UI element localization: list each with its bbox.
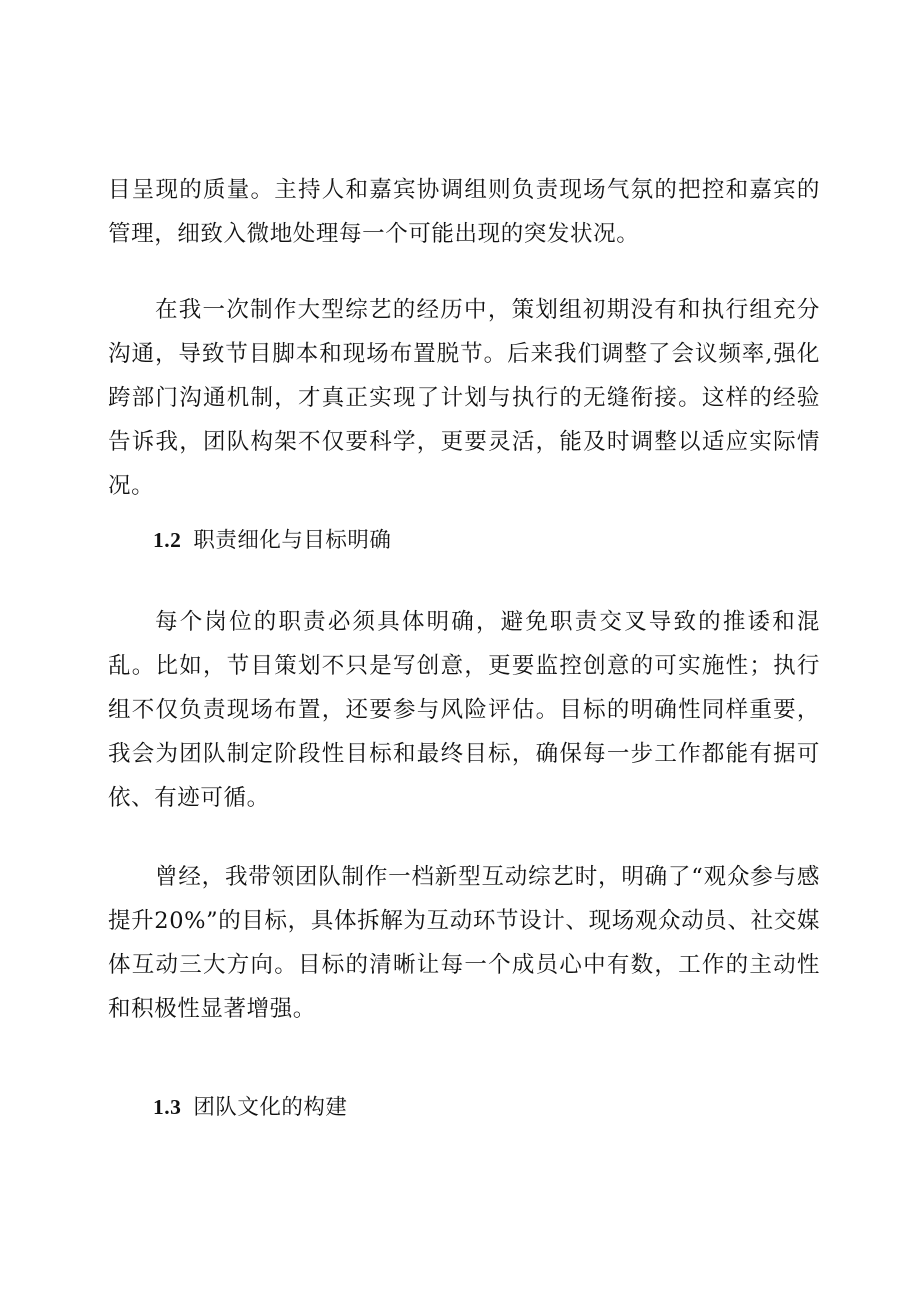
section-title: 职责细化与目标明确 [193, 528, 392, 553]
paragraph-interactive-show-goal: 曾经，我带领团队制作一档新型互动综艺时，明确了“观众参与感提升20%”的目标，具体拆解为互动环节设计、现场观众动员、社交媒体互动三大方向。目标的清晰让每一个成员心中有数，工作的主动性和积极性显著增强。 [108, 864, 820, 1022]
section-number: 1.2 [153, 528, 182, 552]
paragraph-experience-communication: 在我一次制作大型综艺的经历中，策划组初期没有和执行组充分沟通，导致节目脚本和现场布置脱节。后来我们调整了会议频率,强化跨部门沟通机制，才真正实现了计划与执行的无缝衔接。这样的经验告诉我，团队构架不仅要科学，更要灵活，能及时调整以适应实际情况。 [108, 297, 820, 499]
section-heading-1-3 [153, 1092, 347, 1123]
paragraph-host-guest-coordination: 目呈现的质量。主持人和嘉宾协调组则负责现场气氛的把控和嘉宾的管理，细致入微地处理每一个可能出现的突发状况。 [108, 177, 820, 247]
section-number: 1.3 [153, 1095, 182, 1119]
section-heading-1-2 [153, 525, 391, 556]
paragraph-responsibilities-goals: 每个岗位的职责必须具体明确，避免职责交叉导致的推诿和混乱。比如，节目策划不只是写创意，更要监控创意的可实施性；执行组不仅负责现场布置，还要参与风险评估。目标的明确性同样重要，我会为团队制定阶段性目标和最终目标，确保每一步工作都能有据可依、有迹可循。 [108, 609, 820, 811]
section-title: 团队文化的构建 [193, 1095, 348, 1120]
